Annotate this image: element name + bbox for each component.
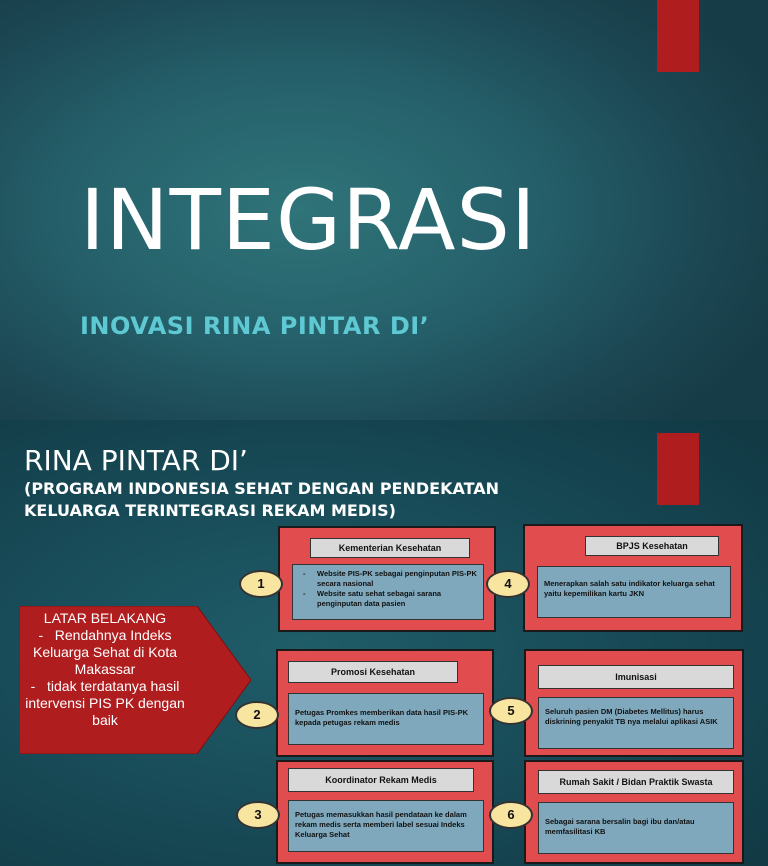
card-list-item: - Website PIS-PK sebagai penginputan PIS-PK secara nasional	[317, 569, 477, 589]
card-rumah-sakit	[524, 760, 744, 864]
card-label: Kementerian Kesehatan	[310, 538, 470, 558]
card-koordinator-rekam-medis	[276, 760, 494, 864]
background-header: LATAR BELAKANG	[43, 610, 167, 626]
slide-title: INTEGRASI	[80, 171, 537, 269]
background-arrow	[19, 606, 251, 754]
background-text	[25, 610, 185, 729]
content-slide	[0, 420, 768, 866]
card-label: Rumah Sakit / Bidan Praktik Swasta	[538, 770, 734, 794]
card-label: Imunisasi	[538, 665, 734, 689]
background-item: - Rendahnya Indeks Keluarga Sehat di Kota Makassar	[33, 627, 177, 677]
card-kementerian-kesehatan	[278, 526, 496, 632]
card-list-item: - Website satu sehat sebagai sarana penginputan data pasien	[317, 589, 477, 609]
step-badge-5: 5	[489, 697, 533, 725]
slide-subtitle: (PROGRAM INDONESIA SEHAT DENGAN PENDEKATAN KELUARGA TERINTEGRASI REKAM MEDIS)	[24, 479, 500, 520]
slide-title: RINA PINTAR DI’	[24, 444, 248, 477]
card-body	[292, 564, 484, 620]
background-item: - tidak terdatanya hasil intervensi PIS PK dengan baik	[25, 678, 185, 728]
card-body: Petugas Promkes memberikan data hasil PIS-PK kepada petugas rekam medis	[288, 693, 484, 745]
step-badge-3: 3	[236, 801, 280, 829]
step-badge-4: 4	[486, 570, 530, 598]
card-promosi-kesehatan	[276, 649, 494, 757]
step-badge-2: 2	[235, 701, 279, 729]
card-body: Seluruh pasien DM (Diabetes Mellitus) harus diskrining penyakit TB nya melalui aplikasi ASIK	[538, 697, 734, 749]
card-label: Koordinator Rekam Medis	[288, 768, 474, 792]
red-accent-tab	[657, 433, 699, 505]
card-label: BPJS Kesehatan	[585, 536, 719, 556]
step-badge-6: 6	[489, 801, 533, 829]
card-bpjs-kesehatan	[523, 524, 743, 632]
step-badge-1: 1	[239, 570, 283, 598]
title-slide	[0, 0, 768, 420]
card-imunisasi	[524, 649, 744, 757]
card-body: Sebagai sarana bersalin bagi ibu dan/atau memfasilitasi KB	[538, 802, 734, 854]
red-accent-tab	[657, 0, 699, 72]
card-body: Petugas memasukkan hasil pendataan ke dalam rekam medis serta memberi label sesuai Indeks Keluarga Sehat	[288, 800, 484, 852]
card-label: Promosi Kesehatan	[288, 661, 458, 683]
slide-subtitle: INOVASI RINA PINTAR DI’	[80, 312, 430, 340]
card-body: Menerapkan salah satu indikator keluarga sehat yaitu kepemilikan kartu JKN	[537, 566, 731, 618]
